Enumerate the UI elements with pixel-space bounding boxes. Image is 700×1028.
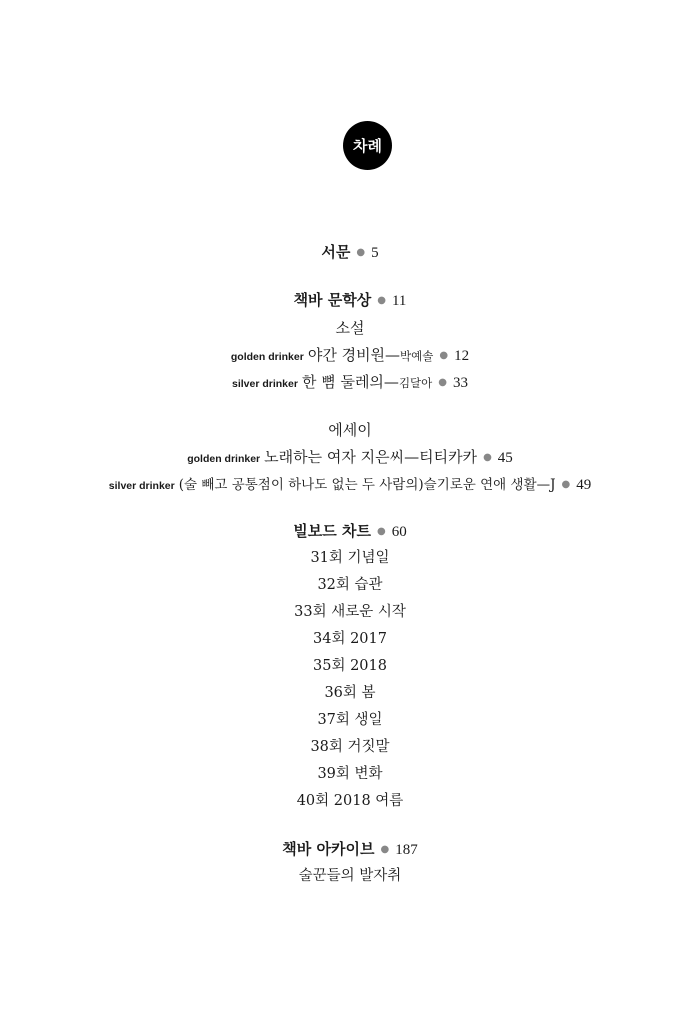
entry-title: 한 뼘 둘레의— [301,373,399,391]
bullet-separator: ● [561,479,571,490]
toc-entry-awards[interactable] [0,290,700,313]
bullet-separator: ● [438,377,447,388]
award-tag: golden drinker [187,453,261,465]
page-number: 33 [453,375,468,391]
episode-item[interactable]: 35회 2018 [313,658,387,674]
entry-author: 박예솔 [400,349,434,363]
toc-entry-preface[interactable] [0,242,700,265]
episode-item[interactable]: 38회 거짓말 [310,739,390,755]
section-title: 책바 아카이브 [282,840,375,858]
toc-entry-novel-gold[interactable] [0,345,700,368]
toc-entry-essay-gold[interactable] [0,447,700,470]
page-number: 60 [391,524,407,540]
episode-item[interactable]: 40회 2018 여름 [296,793,404,809]
page-number: 11 [391,293,407,309]
episode-item[interactable]: 39회 변화 [317,766,383,782]
page-number: 12 [454,348,470,364]
toc-badge [343,121,392,170]
award-tag: silver drinker [108,480,175,492]
subsection-essay [0,420,700,440]
section-title: 서문 [321,243,351,261]
toc-entry-novel-silver[interactable] [0,372,700,395]
entry-title: 노래하는 여자 지은씨—티티카카 [264,448,478,466]
bullet-separator: ● [483,452,492,463]
section-title: 빌보드 차트 [293,522,371,540]
subsection-label: 에세이 [328,421,372,439]
entry-author: 김달아 [398,376,433,390]
episode-item[interactable]: 31회 기념일 [310,550,390,566]
bullet-separator: ● [377,295,386,306]
toc-entry-archive[interactable] [0,839,700,862]
episode-item[interactable]: 37회 생일 [317,712,383,728]
toc-entry-essay-silver[interactable] [0,474,700,497]
bullet-separator: ● [376,526,386,537]
award-tag: golden drinker [230,351,304,363]
page-number: 49 [576,477,592,493]
entry-title: (술 빼고 공통점이 하나도 없는 두 사람의)슬기로운 연애 생활—J [178,477,556,493]
section-title: 책바 문학상 [293,291,372,309]
bullet-separator: ● [356,247,366,258]
page-number: 45 [497,450,513,466]
toc-entry-billboard[interactable] [0,521,700,544]
entry-title: 야간 경비원— [307,346,401,364]
page-number: 5 [371,245,379,261]
archive-item[interactable]: 술꾼들의 발자취 [298,868,402,884]
bullet-separator: ● [439,350,449,361]
page-number: 187 [395,842,418,858]
episode-item[interactable]: 33회 새로운 시작 [294,604,406,620]
episode-item[interactable]: 36회 봄 [324,685,376,701]
subsection-novel [0,318,700,338]
bullet-separator: ● [380,844,390,855]
toc-badge-label: 차례 [353,137,382,155]
episode-item[interactable]: 34회 2017 [313,631,387,647]
episode-item[interactable]: 32회 습관 [317,577,383,593]
subsection-label: 소설 [335,319,365,337]
award-tag: silver drinker [231,378,298,390]
